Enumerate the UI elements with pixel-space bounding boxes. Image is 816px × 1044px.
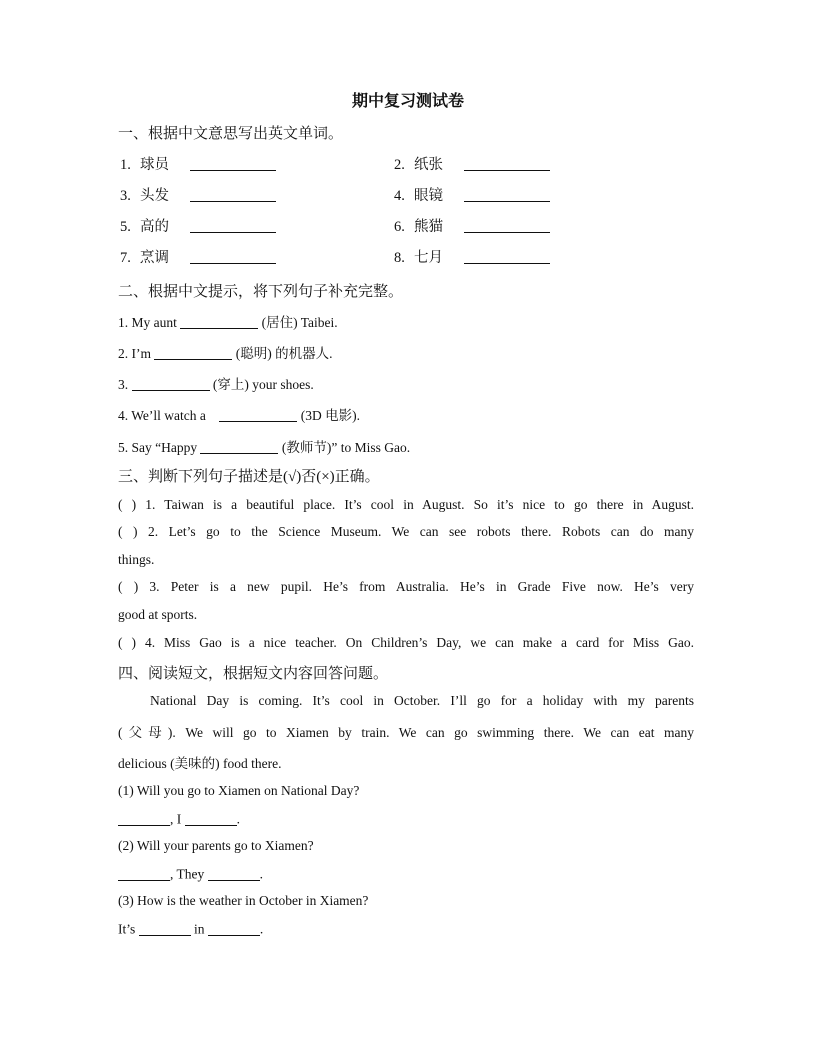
vocab-word: 头发 bbox=[140, 188, 169, 204]
answer-text: . bbox=[259, 921, 264, 937]
sentence-start: 2. I’m bbox=[118, 346, 151, 361]
vocab-item bbox=[120, 215, 276, 236]
fill-sentence bbox=[118, 436, 410, 456]
passage-line: National Day is coming. It’s cool in October. I’ll go for a holiday with my parents bbox=[150, 693, 694, 708]
answer-blank[interactable] bbox=[154, 346, 232, 361]
page-title: 期中复习测试卷 bbox=[351, 93, 464, 110]
judge-item: ( ) 4. Miss Gao is a nice teacher. On Children’s Day, we can make a card for Miss Gao. bbox=[118, 635, 694, 650]
sentence-start: 1. My aunt bbox=[118, 315, 177, 330]
vocab-word: 纸张 bbox=[414, 157, 443, 173]
answer-blank[interactable] bbox=[190, 187, 276, 203]
answer-blank[interactable] bbox=[464, 156, 550, 172]
item-number: 8. bbox=[394, 250, 405, 266]
question-1: (1) Will you go to Xiamen on National Day? bbox=[118, 783, 360, 798]
answer-blank[interactable] bbox=[464, 249, 550, 265]
sentence-start: 3. bbox=[118, 377, 129, 392]
item-number: 4. bbox=[394, 188, 405, 204]
section-1-heading: 一、根据中文意思写出英文单词。 bbox=[118, 126, 344, 142]
answer-blank[interactable] bbox=[139, 921, 191, 936]
answer-blank[interactable] bbox=[118, 866, 170, 881]
answer-blank[interactable] bbox=[464, 187, 550, 203]
vocab-word: 熊猫 bbox=[414, 219, 443, 235]
fill-sentence bbox=[118, 311, 338, 331]
vocab-word: 七月 bbox=[414, 250, 443, 266]
answer-blank[interactable] bbox=[190, 218, 276, 234]
vocab-item bbox=[120, 153, 276, 174]
answer-blank[interactable] bbox=[208, 921, 260, 936]
vocab-word: 烹调 bbox=[140, 250, 169, 266]
answer-blank[interactable] bbox=[190, 156, 276, 172]
vocab-item bbox=[394, 246, 550, 267]
section-3-heading: 三、判断下列句子描述是(√)否(×)正确。 bbox=[118, 469, 380, 485]
sentence-hint: (教师节)” to Miss Gao. bbox=[281, 440, 411, 455]
answer-line-1 bbox=[118, 811, 240, 828]
vocab-item bbox=[120, 184, 276, 205]
judge-item-continued: things. bbox=[118, 552, 155, 567]
vocab-item bbox=[394, 153, 550, 174]
vocab-word: 高的 bbox=[140, 219, 169, 235]
answer-blank[interactable] bbox=[219, 408, 297, 423]
vocab-item bbox=[120, 246, 276, 267]
answer-line-3 bbox=[118, 921, 263, 938]
sentence-hint: (3D 电影). bbox=[300, 408, 361, 423]
answer-text: . bbox=[236, 811, 240, 827]
passage-line: delicious (美味的) food there. bbox=[118, 756, 282, 771]
answer-blank[interactable] bbox=[118, 811, 170, 826]
sentence-start: 4. We’ll watch a bbox=[118, 408, 206, 423]
answer-text: It’s bbox=[118, 921, 136, 937]
sentence-hint: (居住) Taibei. bbox=[261, 315, 338, 330]
vocab-word: 球员 bbox=[140, 157, 169, 173]
vocab-word: 眼镜 bbox=[414, 188, 443, 204]
answer-line-2 bbox=[118, 866, 263, 883]
item-number: 1. bbox=[120, 157, 131, 173]
item-number: 7. bbox=[120, 250, 131, 266]
answer-text: in bbox=[194, 921, 205, 937]
answer-text: , They bbox=[170, 866, 205, 882]
answer-blank[interactable] bbox=[200, 440, 278, 455]
question-3: (3) How is the weather in October in Xiamen? bbox=[118, 893, 369, 908]
fill-sentence bbox=[118, 373, 314, 393]
section-2-heading: 二、根据中文提示，将下列句子补充完整。 bbox=[118, 284, 404, 300]
judge-item: ( ) 3. Peter is a new pupil. He’s from Australia. He’s in Grade Five now. He’s very bbox=[118, 579, 694, 594]
fill-sentence bbox=[118, 404, 360, 424]
sentence-hint: (聪明) 的机器人. bbox=[235, 346, 333, 361]
section-4-heading: 四、阅读短文，根据短文内容回答问题。 bbox=[118, 666, 389, 682]
answer-text: . bbox=[259, 866, 263, 882]
item-number: 3. bbox=[120, 188, 131, 204]
judge-item-continued: good at sports. bbox=[118, 607, 198, 622]
answer-blank[interactable] bbox=[185, 811, 237, 826]
judge-item: ( ) 1. Taiwan is a beautiful place. It’s cool in August. So it’s nice to go there in August. bbox=[118, 497, 694, 512]
answer-text: , I bbox=[170, 811, 182, 827]
passage-line: (父母). We will go to Xiamen by train. We can go swimming there. We can eat many bbox=[118, 725, 694, 740]
answer-blank[interactable] bbox=[190, 249, 276, 265]
vocab-item bbox=[394, 184, 550, 205]
sentence-start: 5. Say “Happy bbox=[118, 440, 198, 455]
judge-item: ( ) 2. Let’s go to the Science Museum. We can see robots there. Robots can do many bbox=[118, 524, 694, 539]
question-2: (2) Will your parents go to Xiamen? bbox=[118, 838, 314, 853]
answer-blank[interactable] bbox=[208, 866, 260, 881]
item-number: 6. bbox=[394, 219, 405, 235]
answer-blank[interactable] bbox=[180, 315, 258, 330]
item-number: 2. bbox=[394, 157, 405, 173]
sentence-hint: (穿上) your shoes. bbox=[212, 377, 314, 392]
answer-blank[interactable] bbox=[132, 377, 210, 392]
fill-sentence bbox=[118, 342, 333, 362]
vocab-item bbox=[394, 215, 550, 236]
answer-blank[interactable] bbox=[464, 218, 550, 234]
item-number: 5. bbox=[120, 219, 131, 235]
